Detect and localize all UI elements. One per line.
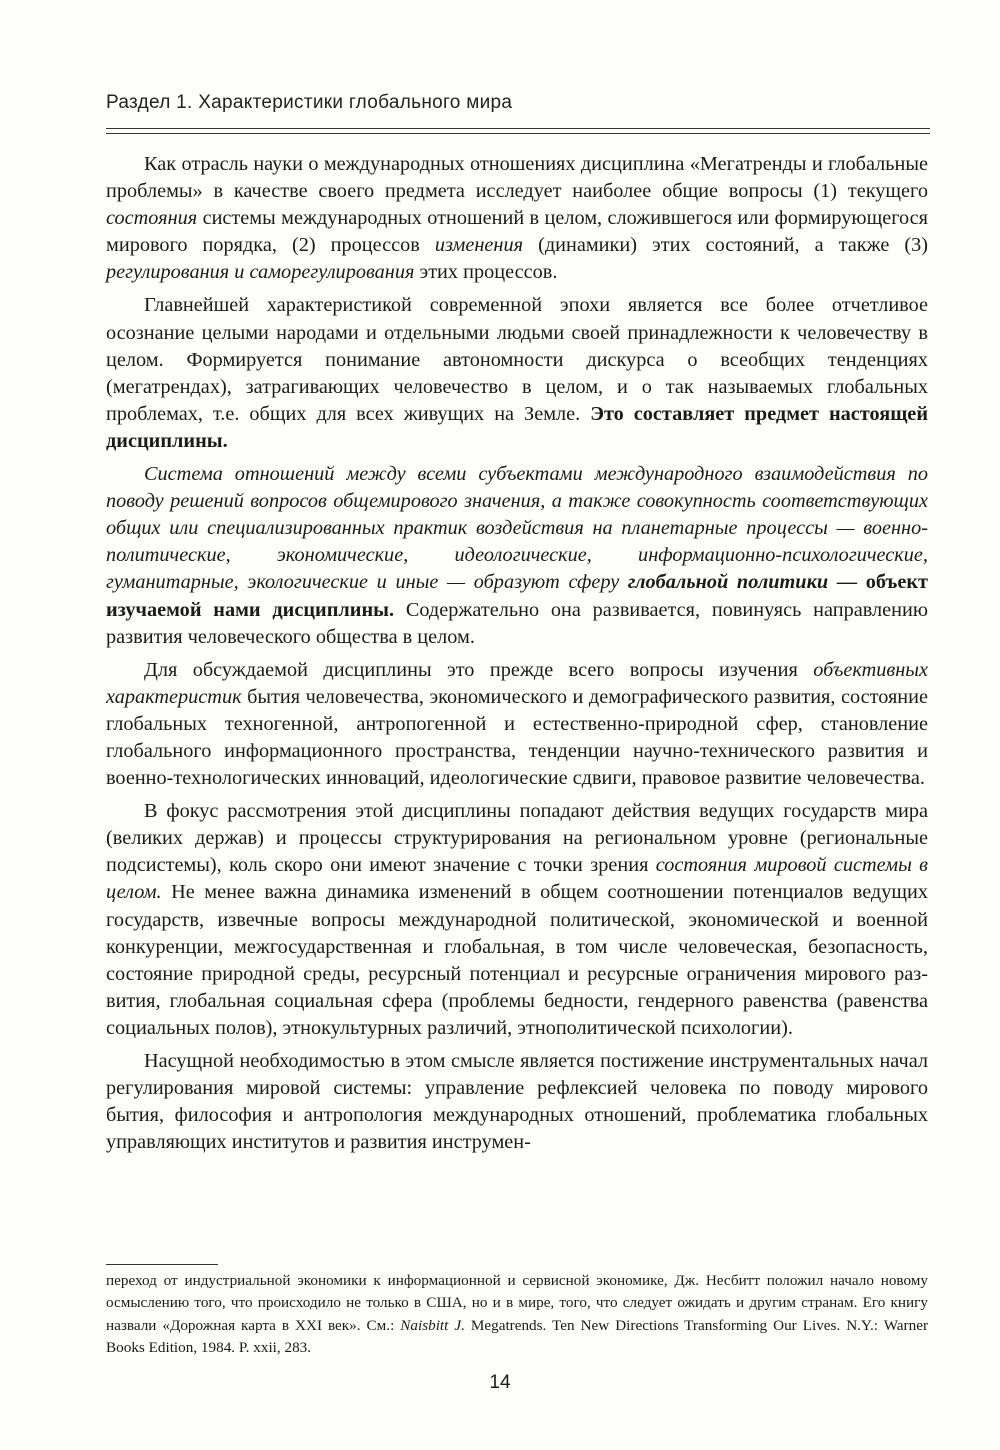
p2-bold-b: Это составляет предмет настоящей дисциплины.	[106, 402, 928, 452]
p3-bold-italic-b: глобальной политики	[627, 571, 829, 594]
p1-italic-b: состояния	[106, 207, 198, 230]
running-header: Раздел 1. Характеристики глобального мира	[106, 92, 513, 113]
header-rule-top	[106, 128, 930, 129]
p4-text-a: Для обсуждаемой дисциплины это прежде всего вопросы изучения	[144, 658, 814, 681]
p5-text-c: Не менее важна динамика изменений в общем соотношении потенциалов ведущих государств, извечные вопросы международной политической, экономической и военной конкуренции, межгосударственная и глобальная, в том числе человеческая, безопасность, состояние природной среды, ресурсный потенциал и ресурсные ограничения мирового развития, глобальная социальная сфера (проблемы бедности, гендерного равенства (равенства социальных полов), этнокультурных различий, этнополитической психологии).	[106, 881, 928, 1039]
page-number: 14	[489, 1372, 511, 1393]
p1-text-a: Как отрасль науки о международных отношениях дисциплина «Мегатренды и глобальные проблемы» в качестве своего предмета исследует наиболее общие вопросы (1) текущего	[106, 153, 928, 203]
p4-italic-b: объективных характеристик	[106, 658, 928, 708]
p1-text-c: системы международных отношений в целом, сложившегося или формирующегося мирового порядка, (2) процессов	[106, 207, 928, 257]
p1-italic-f: регулирования и саморегулирования	[106, 261, 415, 284]
p1-italic-d: изменения	[434, 234, 524, 257]
footnote-text-a: переход от индустриальной экономики к информационной и сервисной экономике, Дж. Несбитт положил начало новому осмыслению того, что происходило не только в США, но и в мире, того, что следует ожидать и другим странам. Его книгу назвали «Дорожная карта в XXI век». См.:	[106, 1272, 928, 1334]
paragraph-3	[106, 461, 928, 651]
footnote	[106, 1270, 928, 1359]
header-rule-bottom	[106, 133, 930, 134]
p2-text-a: Главнейшей характеристикой современной эпохи является все более отчетливое осознание целыми народами и отдельными людьми своей принадлежности к человечеству в целом. Формируется понимание автономности дискурса о всеобщих тенденциях (мегатрендах), затрагивающих человечество в целом, и о так называемых глобальных проблемах, т.е. общих для всех живущих на Земле.	[106, 294, 928, 425]
p1-text-e: (динамики) этих состояний, а также (3)	[523, 234, 928, 257]
paragraph-1	[106, 151, 928, 286]
p3-bold-c: — объект изучаемой нами дисциплины.	[106, 571, 928, 621]
p6-text-a: Насущной необходимостью в этом смысле является постижение инструментальных начал регулирования мировой системы: управление рефлексией человека по поводу мирового бытия, философия и антропология международных отношений, проблематика глобальных управляющих институтов и развития инструмен-	[106, 1050, 928, 1154]
p5-italic-b: состояния мировой системы в целом.	[106, 854, 928, 904]
p3-text-d: Содержательно она развивается, повинуясь направлению развития человеческого общества в целом.	[106, 598, 928, 648]
p3-italic-a: Система отношений между всеми субъектами международного взаимодействия по поводу решений вопросов общемирового значения, а также совокупность соответствующих общих или специализированных практик воздействия на планетарные процессы — военно-политические, экономические, идеологические, информационно-психологические, гуманитарные, экологические и иные — образуют сферу	[106, 463, 928, 594]
p4-text-c: бытия человечества, экономического и демографического развития, состояние глобальных техногенной, антропогенной и естественно-природной сфер, становление глобального информационного пространства, тенденции научно-технического развития и военно-технологических инноваций, идеологические сдвиги, правовое развитие человечества.	[106, 685, 928, 790]
footnote-italic-author: Naisbitt J.	[400, 1316, 465, 1334]
footnote-rule	[106, 1264, 218, 1265]
paragraph-4	[106, 657, 928, 792]
paragraph-2	[106, 292, 928, 455]
main-text	[106, 151, 928, 1162]
paragraph-6	[106, 1048, 928, 1156]
paragraph-5	[106, 798, 928, 1042]
p1-text-g: этих процессов.	[414, 261, 558, 284]
footnote-text-c: Megatrends. Ten New Directions Transforming Our Lives. N.Y.: Warner Books Edition, 1984. P. xxii, 283.	[106, 1316, 928, 1356]
p5-text-a: В фокус рассмотрения этой дисциплины попадают действия ведущих государств мира (великих держав) и процессы структурирования на региональном уровне (региональные подсистемы), коль скоро они имеют значение с точки зрения	[106, 800, 928, 877]
